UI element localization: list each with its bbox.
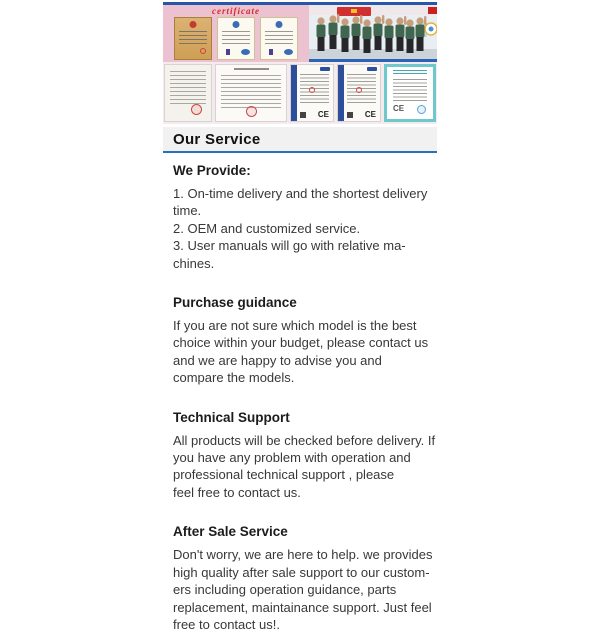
conformity-certificate-thumb [384, 64, 436, 122]
section-heading: Technical Support [173, 409, 290, 425]
section-technical-support [173, 410, 437, 502]
red-stamp-icon [356, 87, 362, 93]
red-seal-icon [246, 106, 257, 117]
service-sections [163, 163, 437, 633]
business-license-thumb [174, 17, 212, 60]
blue-emblem-icon [276, 21, 283, 28]
qr-code-icon [347, 112, 353, 118]
stamp-icon [226, 49, 230, 55]
section-we-provide [173, 163, 437, 272]
section-purchase-guidance [173, 295, 437, 387]
qr-code-icon [300, 112, 306, 118]
our-service-title: Our Service [173, 130, 261, 148]
section-after-sale-service [173, 524, 437, 633]
section-heading: We Provide: [173, 163, 251, 178]
red-stamp-icon [309, 87, 315, 93]
our-service-header [163, 127, 437, 153]
ce-mark-label: CE [393, 104, 405, 113]
certificate-panel [163, 5, 309, 62]
team-photo-illustration [309, 5, 437, 62]
blue-seal-icon [241, 49, 250, 55]
blue-seal-icon [284, 49, 293, 55]
team-photo [309, 5, 437, 62]
section-heading: After Sale Service [173, 524, 288, 540]
ce-mark-label: CE [317, 110, 329, 119]
section-heading: Purchase guidance [173, 295, 297, 311]
section-body: Don't worry, we are here to help. we provides high quality after sale support to our custom- ers including operation guidance, parts replacement, maintainance support. Just feel free to contact us!. [173, 547, 433, 632]
document-thumb-2 [215, 64, 287, 122]
certificate-thumbnail-row [163, 62, 437, 124]
section-body: All products will be checked before delivery. If you have any problem with operation and professional technical support , please feel free to contact us. [173, 432, 436, 500]
blue-emblem-icon [233, 21, 240, 28]
blue-seal-icon [417, 105, 426, 114]
red-seal-icon [191, 104, 202, 115]
red-seal-icon [200, 48, 206, 54]
ce-certificate-thumb-2 [337, 64, 381, 122]
tuv-logo-icon [320, 67, 330, 71]
product-description-column [163, 0, 437, 633]
tuv-logo-icon [367, 67, 377, 71]
license-emblem-icon [190, 21, 197, 28]
certificate-thumb-2 [260, 17, 298, 60]
certificate-thumb-1 [217, 17, 255, 60]
section-body: 1. On-time delivery and the shortest delivery time. 2. OEM and customized service. 3. User manuals will go with relative ma- chines. [173, 186, 428, 271]
ce-mark-label: CE [364, 110, 376, 119]
certificate-panel-title: certificate [212, 6, 260, 16]
ce-certificate-thumb-1 [290, 64, 334, 122]
section-body: If you are not sure which model is the best choice within your budget, please contact us and we are happy to advise you and compare the models. [173, 318, 429, 386]
certificate-collage [163, 2, 437, 124]
stamp-icon [269, 49, 273, 55]
document-thumb-1 [164, 64, 212, 122]
